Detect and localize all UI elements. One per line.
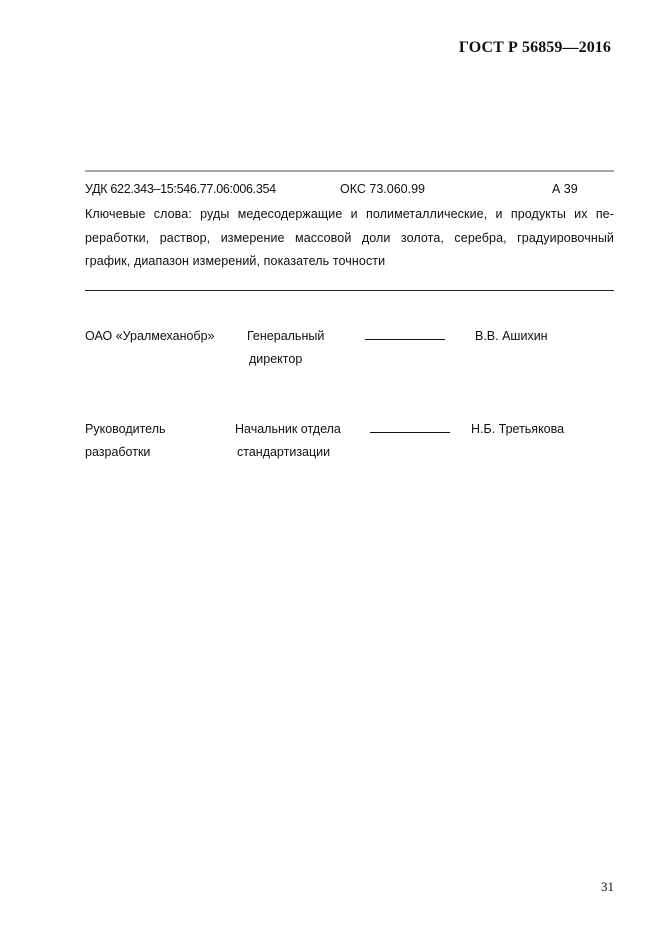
signature-line: [370, 422, 450, 433]
keywords-paragraph: Ключевые слова: руды медесодержащие и полиметаллические, и продукты их пе-реработки, раствор, измерение массовой доли золота, серебра, градуировочный график, диапазон измерений, показатель точности: [85, 207, 614, 268]
role-line: разработки: [85, 445, 151, 459]
organization-name: ОАО «Уралмеханобр»: [85, 329, 215, 343]
oks-code: ОКС 73.060.99: [340, 182, 425, 196]
signature-blank: [365, 325, 445, 348]
second-signer-name: Н.Б. Третьякова: [471, 422, 565, 436]
role-line: Руководитель: [85, 422, 166, 436]
first-signer-position: [247, 325, 324, 371]
signature-line: [365, 329, 445, 340]
top-rule: [85, 170, 614, 172]
signature-blank: [370, 418, 450, 441]
position-line: Начальник отдела: [235, 422, 341, 436]
position-line: Генеральный: [247, 329, 325, 343]
second-signer-position: [235, 418, 341, 464]
standard-code: ГОСТ Р 56859—2016: [458, 39, 611, 56]
first-signer-name: В.В. Ашихин: [475, 329, 548, 343]
position-line: директор: [249, 352, 303, 366]
position-line: стандартизации: [237, 445, 331, 459]
udk-code: УДК 622.343–15:546.77.06:006.354: [85, 182, 276, 196]
bottom-rule: [85, 290, 614, 291]
group-code: А 39: [552, 182, 578, 196]
second-signer-role: [85, 418, 166, 464]
page-number: 31: [601, 879, 614, 894]
